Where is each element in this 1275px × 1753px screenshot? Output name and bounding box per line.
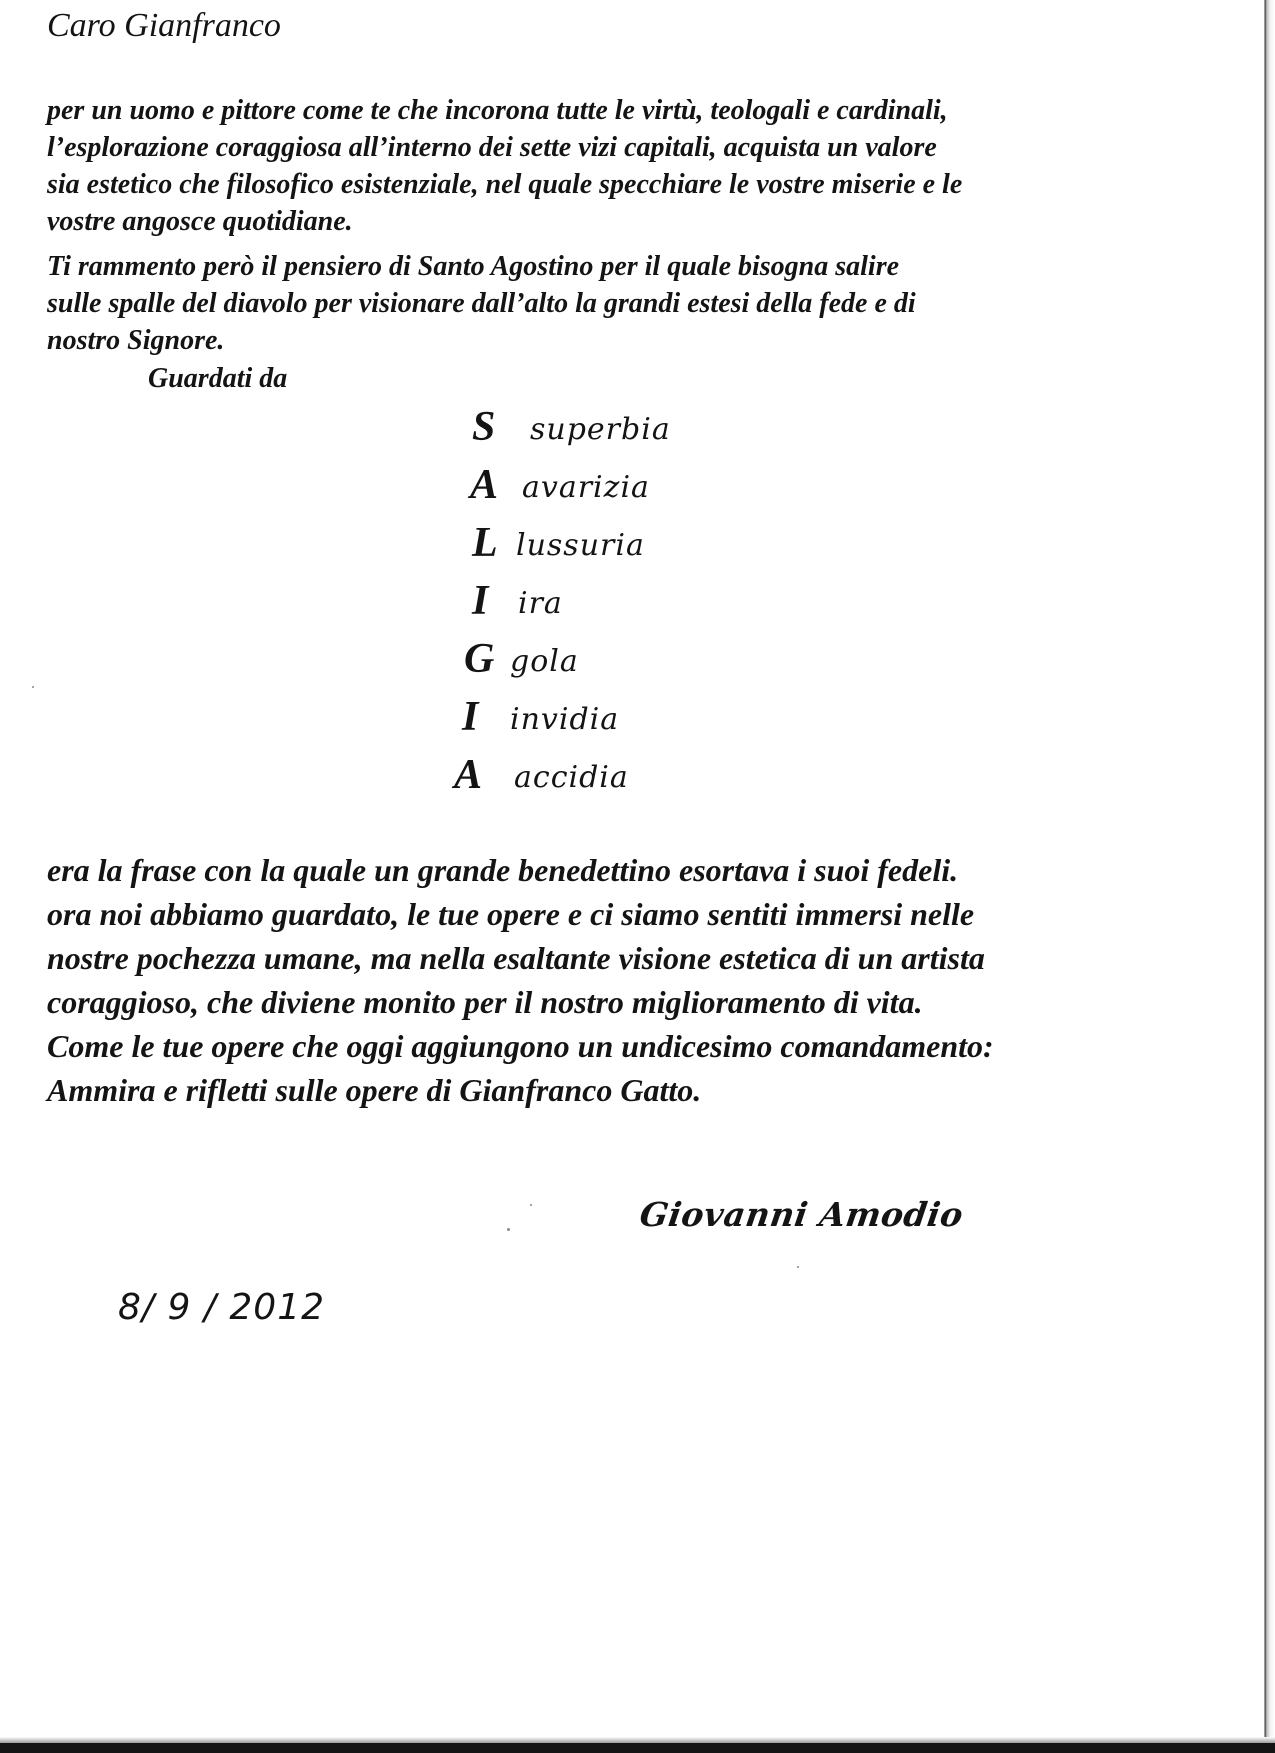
paragraph-guardati: Guardati da	[148, 363, 288, 394]
acrostic-word: superbia	[530, 412, 671, 447]
text-line: Come le tue opere che oggi aggiungono un undicesimo comandamento:	[47, 1028, 994, 1064]
acrostic-letter: I	[462, 694, 479, 740]
scan-speck	[797, 1266, 799, 1268]
acrostic-row	[440, 402, 740, 460]
acrostic-list	[440, 402, 740, 808]
text-line: nostro Signore.	[47, 325, 225, 356]
acrostic-word: lussuria	[516, 528, 645, 563]
scan-speck	[507, 1228, 510, 1231]
text-line: sia estetico che filosofico esistenziale, nel quale specchiare le vostre miserie e le	[47, 169, 963, 200]
paragraph-intro	[47, 92, 962, 240]
text-line: nostre pochezza umane, ma nella esaltante visione estetica di un artista	[47, 940, 985, 976]
acrostic-row	[440, 518, 740, 576]
text-line: coraggioso, che diviene monito per il nostro miglioramento di vita.	[47, 984, 923, 1020]
acrostic-letter: G	[464, 636, 495, 682]
scan-edge-bottom	[0, 1743, 1275, 1753]
acrostic-word: avarizia	[522, 470, 650, 505]
acrostic-letter: A	[470, 462, 499, 508]
text-line: l’esplorazione coraggiosa all’interno dei sette vizi capitali, acquista un valore	[47, 132, 937, 163]
acrostic-row	[440, 692, 740, 750]
acrostic-word: invidia	[510, 702, 620, 737]
acrostic-word: ira	[518, 586, 563, 621]
acrostic-row	[440, 460, 740, 518]
text-line: era la frase con la quale un grande benedettino esortava i suoi fedeli.	[47, 852, 959, 888]
acrostic-letter: L	[472, 520, 498, 566]
acrostic-letter: A	[454, 752, 483, 798]
text-line: Ammira e rifletti sulle opere di Gianfranco Gatto.	[47, 1072, 702, 1108]
signature: Giovanni Amodio	[637, 1195, 966, 1234]
acrostic-row	[440, 576, 740, 634]
text-line: vostre angosce quotidiane.	[47, 206, 353, 237]
paragraph-augustine	[47, 248, 916, 359]
letter-date: 8/ 9 / 2012	[118, 1287, 326, 1328]
salutation: Caro Gianfranco	[47, 7, 281, 44]
text-line: ora noi abbiamo guardato, le tue opere e ci siamo sentiti immersi nelle	[47, 896, 975, 932]
acrostic-letter: I	[472, 578, 489, 624]
acrostic-row	[440, 750, 740, 808]
acrostic-word: gola	[510, 644, 579, 679]
text-line: sulle spalle del diavolo per visionare dall’alto la grandi estesi della fede e di	[47, 288, 916, 319]
text-line: per un uomo e pittore come te che incorona tutte le virtù, teologali e cardinali,	[47, 95, 948, 126]
acrostic-row	[440, 634, 740, 692]
scan-edge-right	[1255, 0, 1275, 1753]
acrostic-letter: S	[472, 404, 496, 450]
scan-speck	[32, 686, 34, 688]
scan-speck	[530, 1204, 532, 1206]
text-line: Ti rammento però il pensiero di Santo Agostino per il quale bisogna salire	[47, 251, 900, 282]
acrostic-word: accidia	[514, 760, 629, 795]
paragraph-closing	[47, 848, 994, 1112]
